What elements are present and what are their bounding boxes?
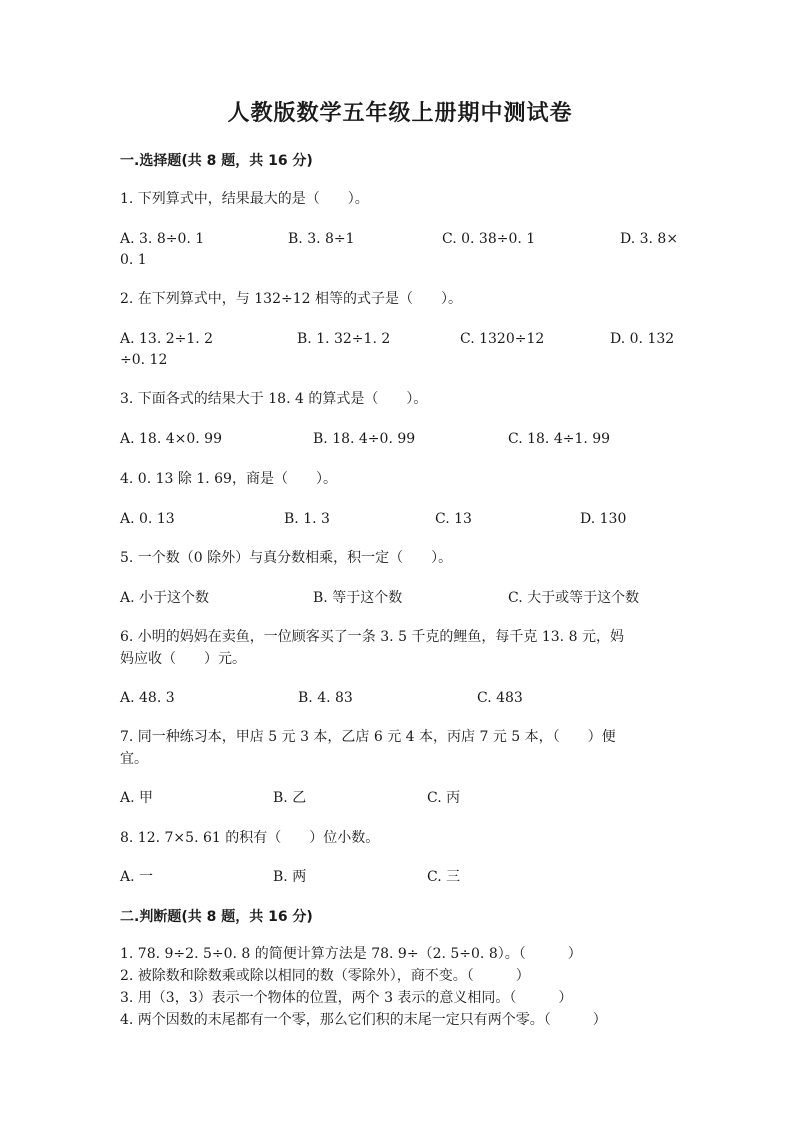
question-7-option-b: B. 乙 xyxy=(273,790,307,806)
question-4-option-c: C. 13 xyxy=(435,511,472,527)
question-7-option-c: C. 丙 xyxy=(427,790,461,806)
question-4-option-b: B. 1. 3 xyxy=(284,511,330,527)
judgment-item-3: 3. 用（3，3）表示一个物体的位置，两个 3 表示的意义相同。（ ） xyxy=(120,990,573,1006)
judgment-item-4: 4. 两个因数的末尾都有一个零，那么它们积的末尾一定只有两个零。（ ） xyxy=(120,1012,607,1028)
question-6-stem-line-2: 妈应收（ ）元。 xyxy=(120,651,246,667)
question-7-option-a: A. 甲 xyxy=(120,790,154,806)
question-4-stem: 4. 0. 13 除 1. 69，商是（ ）。 xyxy=(120,471,337,487)
question-2-option-b: B. 1. 32÷1. 2 xyxy=(297,331,391,347)
question-3-option-a: A. 18. 4×0. 99 xyxy=(120,431,222,447)
question-6-option-b: B. 4. 83 xyxy=(298,690,353,706)
question-7-stem-line-2: 宜。 xyxy=(120,751,148,767)
question-1-option-d: D. 3. 8× xyxy=(620,231,679,247)
question-3-option-c: C. 18. 4÷1. 99 xyxy=(508,431,611,447)
question-2-option-d-continued: ÷0. 12 xyxy=(120,352,168,368)
judgment-item-1: 1. 78. 9÷2. 5÷0. 8 的简便计算方法是 78. 9÷（2. 5÷0. 8）。（ ） xyxy=(120,946,582,962)
section-heading-true-false: 二.判断题(共 8 题，共 16 分) xyxy=(120,909,313,925)
question-6-option-a: A. 48. 3 xyxy=(120,690,175,706)
question-8-stem: 8. 12. 7×5. 61 的积有（ ）位小数。 xyxy=(120,830,380,846)
question-7-stem-line-1: 7. 同一种练习本，甲店 5 元 3 本，乙店 6 元 4 本，丙店 7 元 5 本，（ ）便 xyxy=(120,729,616,745)
question-6-stem-line-1: 6. 小明的妈妈在卖鱼，一位顾客买了一条 3. 5 千克的鲤鱼，每千克 13. 8 元，妈 xyxy=(120,629,624,645)
question-8-option-a: A. 一 xyxy=(120,869,154,885)
question-8-option-c: C. 三 xyxy=(427,869,461,885)
question-1-option-d-continued: 0. 1 xyxy=(120,252,147,268)
question-5-stem: 5. 一个数（0 除外）与真分数相乘，积一定（ ）。 xyxy=(120,550,453,566)
question-1-option-a: A. 3. 8÷0. 1 xyxy=(120,231,205,247)
question-5-option-b: B. 等于这个数 xyxy=(313,590,403,606)
question-2-option-c: C. 1320÷12 xyxy=(460,331,545,347)
question-2-option-d: D. 0. 132 xyxy=(610,331,675,347)
page-title: 人教版数学五年级上册期中测试卷 xyxy=(227,100,573,126)
section-heading-choice: 一.选择题(共 8 题，共 16 分) xyxy=(120,153,313,169)
question-4-option-a: A. 0. 13 xyxy=(120,511,175,527)
question-6-option-c: C. 483 xyxy=(477,690,523,706)
question-2-option-a: A. 13. 2÷1. 2 xyxy=(120,331,214,347)
question-1-option-c: C. 0. 38÷0. 1 xyxy=(442,231,536,247)
question-3-option-b: B. 18. 4÷0. 99 xyxy=(313,431,416,447)
judgment-item-2: 2. 被除数和除数乘或除以相同的数（零除外），商不变。（ ） xyxy=(120,968,530,984)
question-4-option-d: D. 130 xyxy=(580,511,627,527)
question-5-option-c: C. 大于或等于这个数 xyxy=(508,590,640,606)
question-3-stem: 3. 下面各式的结果大于 18. 4 的算式是（ ）。 xyxy=(120,391,428,407)
question-1-stem: 1. 下列算式中，结果最大的是（ ）。 xyxy=(120,191,369,207)
question-5-option-a: A. 小于这个数 xyxy=(120,590,210,606)
question-2-stem: 2. 在下列算式中，与 132÷12 相等的式子是（ ）。 xyxy=(120,291,462,307)
question-8-option-b: B. 两 xyxy=(273,869,307,885)
question-1-option-b: B. 3. 8÷1 xyxy=(288,231,355,247)
